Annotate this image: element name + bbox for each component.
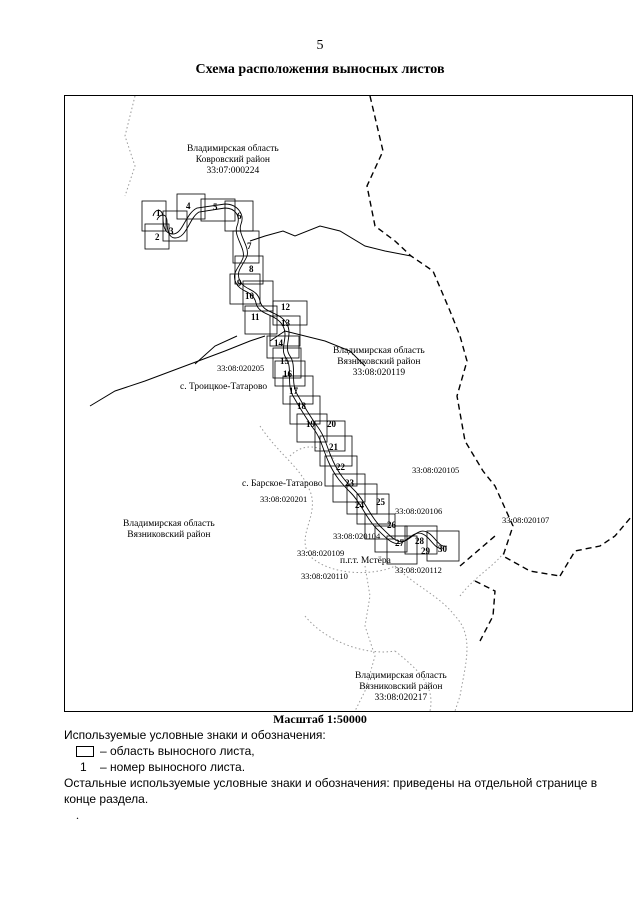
sheet-number-6: 6 [237,211,242,221]
region-east-oblast: Владимирская область [333,346,425,356]
region-west-label [123,519,215,541]
sheet-number-3: 3 [169,226,174,236]
sheet-number-27: 27 [395,538,404,548]
code-south: 33:08:020217 [374,693,428,703]
sheet-number-7: 7 [247,241,252,251]
code-020110: 33:08:020110 [301,571,348,581]
sheet-number-30: 30 [438,544,447,554]
sheet-number-12: 12 [281,302,290,312]
legend [64,727,624,807]
code-barskoe: 33:08:020201 [260,494,308,504]
sheet-number-14: 14 [274,338,283,348]
sheet-number-24: 24 [355,500,364,510]
code-020112: 33:08:020112 [395,565,442,575]
sheet-number-18: 18 [297,401,306,411]
code-020106: 33:08:020106 [395,506,443,516]
sheet-number-25: 25 [376,497,385,507]
map-scale: Масштаб 1:50000 [273,712,367,726]
region-north-oblast: Владимирская область [187,144,279,154]
region-west-district: Вязниковский район [127,530,211,540]
sheet-number-10: 10 [245,291,254,301]
village-troitskoe-label: с. Троицкое-Татарово [180,382,268,392]
sheet-number-21: 21 [329,442,338,452]
region-west-oblast: Владимирская область [123,519,215,529]
sheet-number-26: 26 [387,520,396,530]
region-south-oblast: Владимирская область [355,671,447,681]
region-south-label [355,671,447,704]
legend-heading: Используемые условные знаки и обозначения: [64,728,326,742]
region-north-district: Ковровский район [195,155,270,165]
sheet-number-9: 9 [237,278,242,288]
code-east: 33:08:020119 [352,368,406,378]
code-troitskoe: 33:08:020205 [217,363,265,373]
sheet-number-28: 28 [415,536,424,546]
sheet-number-13: 13 [281,318,290,328]
sheet-number-1: 1 [156,208,161,218]
sheet-number-17: 17 [289,386,298,396]
map-graphic [65,96,632,711]
region-south-district: Вязниковский район [359,682,443,692]
code-020109: 33:08:020109 [297,548,345,558]
page-number: 5 [316,38,324,53]
legend-number-text: – номер выносного листа. [100,760,246,774]
settlement-mstera-label: п.г.т. Мстёра [340,556,391,566]
sheet-number-23: 23 [345,478,354,488]
legend-row-number [64,759,624,775]
dotted-boundaries [125,96,505,711]
sheet-number-5: 5 [213,202,218,212]
sheet-number-11: 11 [251,312,260,322]
sheet-number-2: 2 [155,232,160,242]
sheet-number-15: 15 [280,356,289,366]
trailing-mark: . [76,808,79,822]
code-north: 33:07:000224 [206,166,260,176]
sheet-number-16: 16 [283,369,292,379]
sheet-number-22: 22 [336,462,345,472]
region-north-label [187,144,279,177]
legend-row-box [64,743,624,759]
legend-note: Остальные используемые условные знаки и обозначения: приведены на отдельной странице в конце раздела. [64,776,598,806]
sheet-number-8: 8 [249,264,254,274]
village-barskoe-label: с. Барское-Татарово [242,479,323,489]
code-020105: 33:08:020105 [412,465,460,475]
region-east-district: Вязниковский район [337,357,421,367]
region-east-label [333,346,425,379]
scheme-title: Схема расположения выносных листов [195,62,445,77]
code-020104: 33:08:020104 [333,531,381,541]
code-020107: 33:08:020107 [502,515,550,525]
sheet-number-20: 20 [327,419,336,429]
sheet-area-symbol [76,746,94,757]
sheet-number-29: 29 [421,546,430,556]
sheet-number-19: 19 [306,419,315,429]
map-frame [64,95,633,712]
sheet-number-4: 4 [186,201,191,211]
legend-box-text: – область выносного листа, [100,744,255,758]
sheet-number-symbol: 1 [80,760,87,774]
